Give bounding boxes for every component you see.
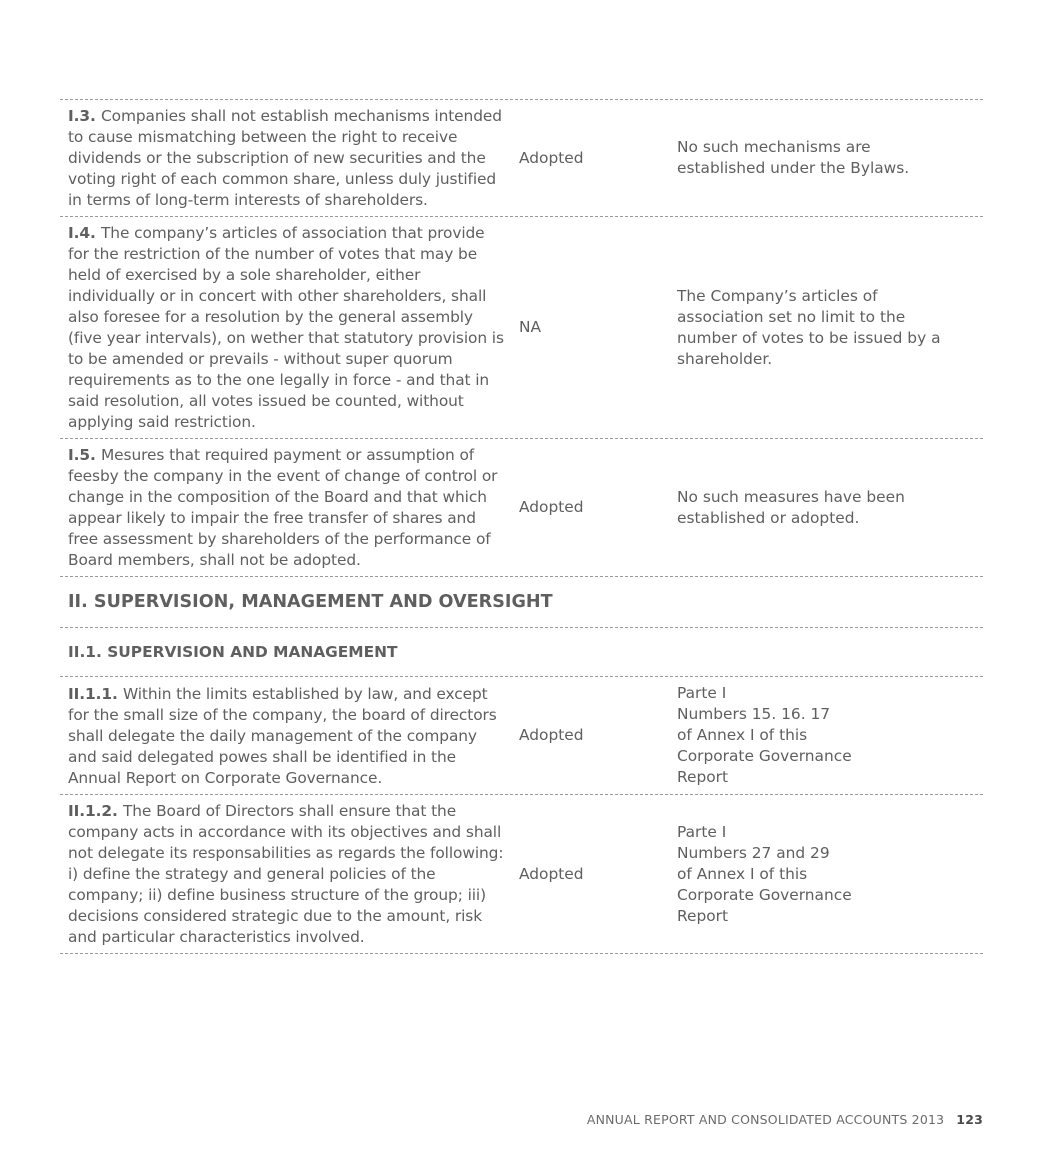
page-number: 123 (956, 1112, 983, 1127)
table-row (60, 795, 983, 954)
governance-table (60, 99, 983, 954)
recommendation-code: I.4. (68, 224, 101, 242)
recommendation-cell (60, 439, 504, 576)
recommendation-code: I.3. (68, 107, 101, 125)
status-cell: Adopted (519, 864, 584, 883)
table-row (60, 677, 983, 795)
recommendation-cell (60, 100, 504, 216)
status-cell: Adopted (519, 498, 584, 516)
table-row (60, 100, 983, 217)
recommendation-cell (60, 795, 504, 953)
recommendation-code: II.1.1. (68, 684, 123, 703)
recommendation-code: II.1.2. (68, 802, 123, 820)
status-cell: NA (519, 318, 542, 336)
status-cell: Adopted (519, 148, 584, 167)
recommendation-text: The company’s articles of association that provide for the restriction of the number of votes that may be held of exercised by a sole shareholder, either individually or in concert with other shareholders, shall also foresee for a resolution by the general assembly (five year intervals), on wether that statutory provision is to be amended or prevails - without super quorum requirements as to the one legally in force - and that in said resolution, all votes issued be counted, without applying said restriction. (68, 224, 504, 431)
recommendation-text: The Board of Directors shall ensure that the company acts in accordance with its objectives and shall not delegate its responsabilities as regards the following: i) define the strategy and general policies of the company; ii) define business structure of the group; iii) decisions considered strategic due to the amount, risk and particular characteristics involved. (68, 802, 504, 946)
status-cell: Adopted (519, 726, 584, 744)
recommendation-cell (60, 678, 504, 794)
recommendation-text: Within the limits established by law, and except for the small size of the company, the board of directors shall delegate the daily management of the company and said delegated powes shall be identified in the Annual Report on Corporate Governance. (68, 684, 497, 787)
table-row (60, 217, 983, 439)
subsection-heading: II.1. SUPERVISION AND MANAGEMENT (60, 628, 983, 677)
table-row (60, 439, 983, 577)
note-cell: No such measures have been established or adopted. (677, 487, 905, 527)
section-heading: II. SUPERVISION, MANAGEMENT AND OVERSIGHT (60, 577, 983, 628)
footer-title: ANNUAL REPORT AND CONSOLIDATED ACCOUNTS 2013 (586, 1112, 945, 1127)
page-footer (587, 1112, 983, 1127)
recommendation-code: I.5. (68, 446, 101, 464)
note-cell: The Company’s articles of association set no limit to the number of votes to be issued by a shareholder. (677, 286, 941, 368)
recommendation-text: Companies shall not establish mechanisms intended to cause mismatching between the right to receive dividends or the subscription of new securities and the voting right of each common share, unless duly justified in terms of long-term interests of shareholders. (68, 107, 502, 209)
recommendation-cell (60, 217, 504, 438)
note-cell: Parte I Numbers 27 and 29 of Annex I of this Corporate Governance Report (677, 822, 852, 925)
note-cell: No such mechanisms are established under the Bylaws. (677, 138, 910, 177)
note-cell: Parte I Numbers 15. 16. 17 of Annex I of this Corporate Governance Report (677, 684, 852, 786)
recommendation-text: Mesures that required payment or assumption of feesby the company in the event of change of control or change in the composition of the Board and that which appear likely to impair the free transfer of shares and free assessment by shareholders of the performance of Board members, shall not be adopted. (68, 446, 498, 569)
